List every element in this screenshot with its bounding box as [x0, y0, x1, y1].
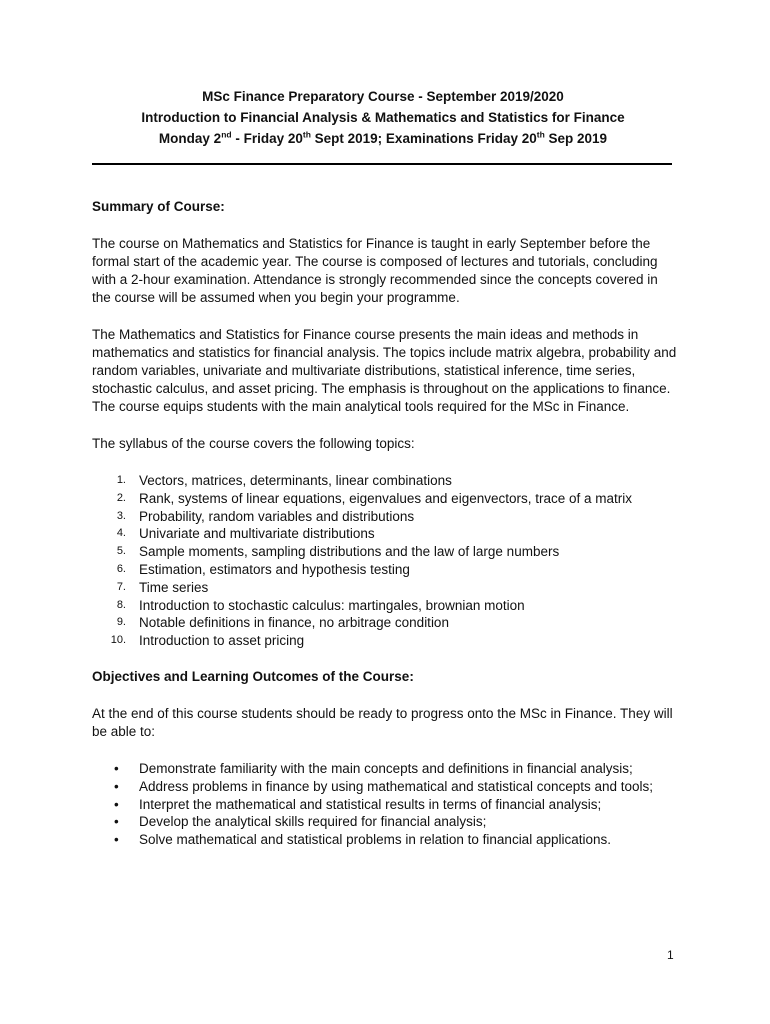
date-sup-2: th: [302, 129, 311, 140]
document-title: [92, 86, 674, 149]
topic-text: Univariate and multivariate distributions: [139, 526, 375, 542]
objective-text: Solve mathematical and statistical problems in relation to financial applications.: [139, 832, 611, 848]
date-part-3: Sept 2019; Examinations Friday 20: [310, 131, 537, 146]
topic-text: Introduction to asset pricing: [139, 633, 305, 649]
document-body: [92, 198, 677, 867]
topic-item: [92, 579, 677, 597]
topic-number: 5.: [116, 545, 126, 558]
date-part-2: - Friday 20: [231, 131, 303, 146]
summary-paragraph-2: The Mathematics and Statistics for Finance course presents the main ideas and methods in mathematics and statistics for financial analysis. The topics include matrix algebra, probability and random variables, univariate and multivariate distributions, statistical inference, time series, stochastic calculus, and asset pricing. The emphasis is throughout on the applications to finance. The course equips students with the main analytical tools required for the MSc in Finance.: [92, 327, 677, 414]
summary-paragraph-1: The course on Mathematics and Statistics for Finance is taught in early September before the formal start of the academic year. The course is composed of lectures and tutorials, concluding with a 2-hour examination. Attendance is strongly recommended since the concepts covered in the course will be assumed when you begin your programme.: [92, 236, 658, 305]
bullet-icon: •: [114, 832, 119, 848]
objectives-intro: At the end of this course students should be ready to progress onto the MSc in Finance. They will be able to:: [92, 705, 673, 739]
topics-list: [92, 472, 677, 650]
topic-number: 7.: [116, 580, 126, 593]
topic-text: Sample moments, sampling distributions and the law of large numbers: [139, 544, 560, 560]
objective-item: [92, 760, 677, 778]
topic-text: Estimation, estimators and hypothesis testing: [139, 561, 410, 577]
topic-text: Rank, systems of linear equations, eigenvalues and eigenvectors, trace of a matrix: [139, 490, 633, 506]
title-line-2: Introduction to Financial Analysis & Mathematics and Statistics for Finance: [141, 110, 625, 125]
topic-number: 10.: [110, 634, 126, 647]
objective-text: Address problems in finance by using mathematical and statistical concepts and tools;: [139, 778, 654, 794]
topic-number: 4.: [116, 527, 126, 540]
bullet-icon: •: [114, 796, 119, 812]
topic-item: [92, 597, 677, 615]
objective-text: Demonstrate familiarity with the main concepts and definitions in financial analysis;: [139, 760, 633, 776]
syllabus-intro: The syllabus of the course covers the following topics:: [92, 436, 415, 451]
bullet-icon: •: [114, 760, 119, 776]
topic-text: Notable definitions in finance, no arbitrage condition: [139, 615, 449, 631]
date-part-4: Sep 2019: [544, 131, 608, 146]
topic-item: [92, 561, 677, 579]
date-sup-3: th: [536, 129, 545, 140]
topic-text: Vectors, matrices, determinants, linear combinations: [139, 473, 452, 488]
objectives-list: [92, 760, 677, 849]
header-divider: [92, 163, 672, 165]
topic-number: 6.: [116, 562, 126, 575]
objective-item: [92, 796, 677, 814]
topic-item: [92, 490, 677, 508]
topic-number: 8.: [116, 598, 126, 611]
title-line-1: MSc Finance Preparatory Course - September 2019/2020: [202, 89, 564, 104]
bullet-icon: •: [114, 778, 119, 794]
date-sup-1: nd: [221, 129, 232, 140]
objectives-heading: Objectives and Learning Outcomes of the Course:: [92, 668, 414, 684]
topic-item: [92, 472, 677, 490]
topic-item: [92, 508, 677, 526]
page-number: 1: [667, 948, 674, 962]
topic-item: [92, 525, 677, 543]
topic-number: 1.: [116, 474, 126, 486]
topic-text: Probability, random variables and distributions: [139, 508, 415, 524]
summary-heading: Summary of Course:: [92, 199, 225, 214]
objective-item: [92, 813, 677, 831]
topic-number: 9.: [116, 616, 126, 629]
topic-number: 2.: [116, 491, 126, 504]
objective-item: [92, 831, 677, 849]
objective-item: [92, 778, 677, 796]
topic-item: [92, 632, 677, 650]
topic-item: [92, 614, 677, 632]
topic-text: Introduction to stochastic calculus: martingales, brownian motion: [139, 597, 525, 613]
topic-number: 3.: [116, 509, 126, 522]
objective-text: Develop the analytical skills required for financial analysis;: [139, 814, 487, 830]
title-line-3: [92, 128, 674, 149]
objective-text: Interpret the mathematical and statistical results in terms of financial analysis;: [139, 796, 602, 812]
topic-text: Time series: [139, 579, 209, 595]
topic-item: [92, 543, 677, 561]
date-part-1: Monday 2: [158, 131, 222, 146]
bullet-icon: •: [114, 814, 119, 830]
